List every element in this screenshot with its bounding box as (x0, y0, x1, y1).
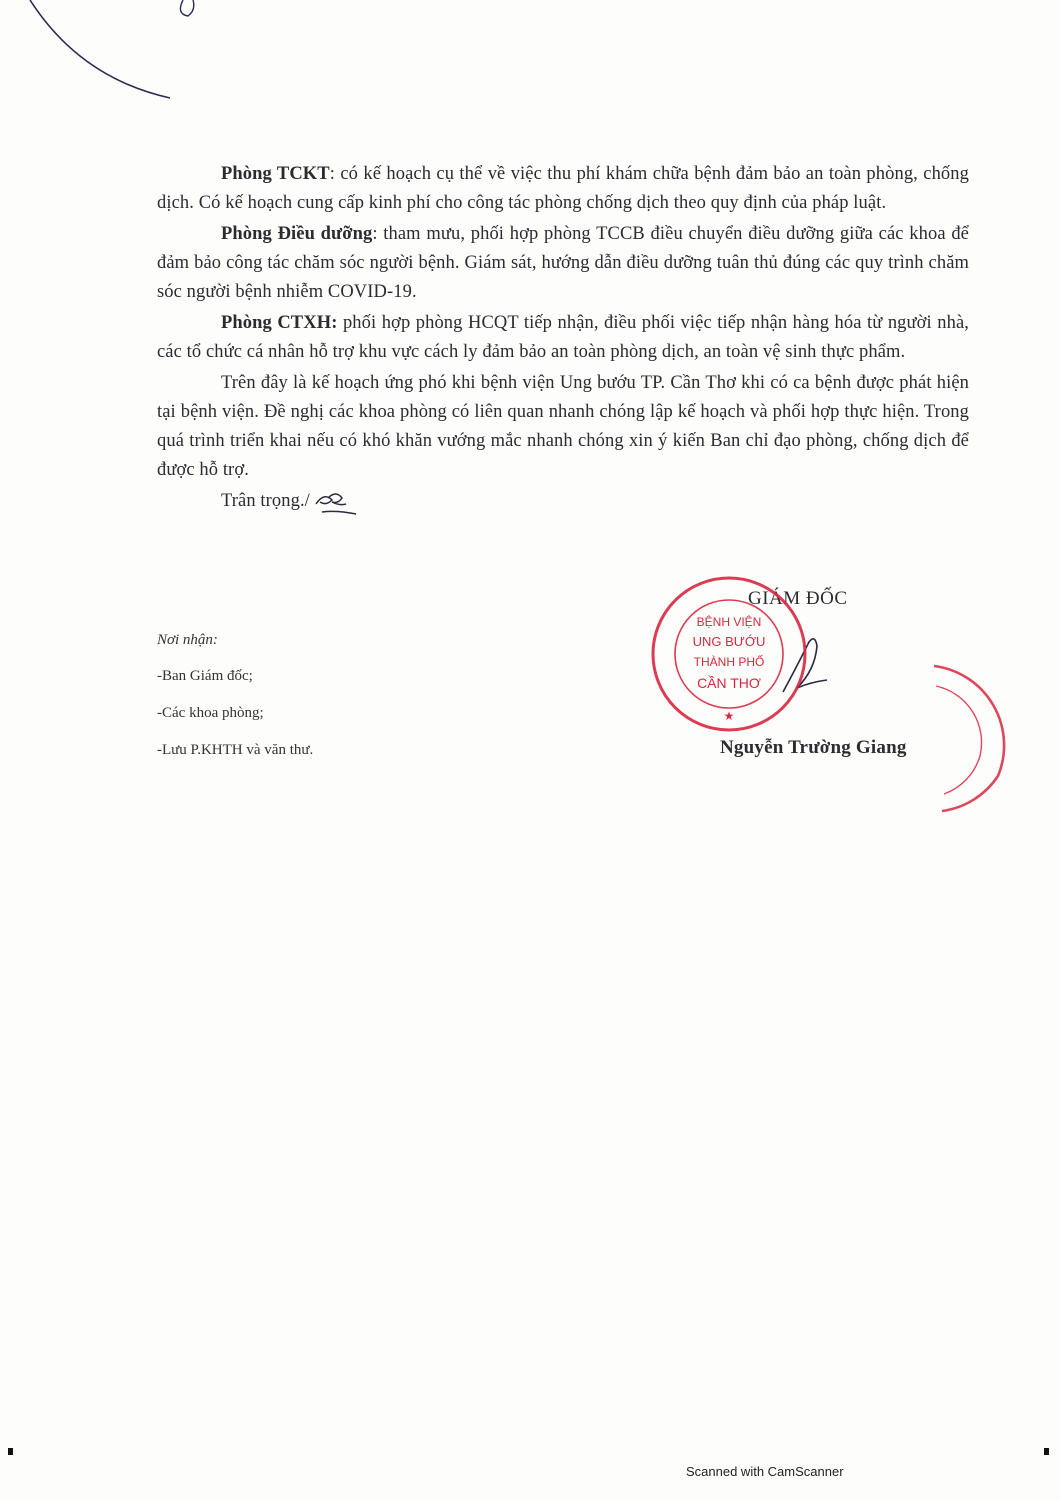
paragraph-text: : tham mưu, phối hợp phòng TCCB điều chuyển điều dưỡng giữa các khoa để đảm bảo công tác chăm sóc người bệnh. Giám sát, hướng dẫn điều dưỡng tuân thủ đúng các quy trình chăm sóc người bệnh nhiễm COVID-19. (157, 224, 969, 302)
stamp-text-line: BỆNH VIỆN (696, 615, 762, 629)
stamp-text-line: THÀNH PHỐ (693, 655, 765, 669)
scanner-watermark: Scanned with CamScanner (686, 1464, 844, 1479)
recipients-block (157, 632, 313, 779)
closing-text: Trân trọng./ (221, 491, 310, 511)
paragraph-text: phối hợp phòng HCQT tiếp nhận, điều phối việc tiếp nhận hàng hóa từ người nhà, các tổ chức cá nhân hỗ trợ khu vực cách ly đảm bảo an toàn phòng dịch, an toàn vệ sinh thực phẩm. (157, 313, 969, 362)
paragraph-text: Trên đây là kế hoạch ứng phó khi bệnh viện Ung bướu TP. Cần Thơ khi có ca bệnh được phát hiện tại bệnh viện. Đề nghị các khoa phòng có liên quan nhanh chóng lập kế hoạch và phối hợp thực hiện. Trong quá trình triển khai nếu có khó khăn vướng mắc nhanh chóng xin ý kiến Ban chỉ đạo phòng, chống dịch để được hỗ trợ. (157, 373, 969, 480)
paragraph-dieu-duong (157, 220, 969, 307)
svg-text:★: ★ (723, 709, 735, 723)
signatory-name: Nguyễn Trường Giang (720, 737, 907, 758)
stamp-text-line: CẦN THƠ (697, 675, 761, 691)
recipient-item: -Các khoa phòng; (157, 705, 264, 721)
recipients-title: Nơi nhận: (157, 632, 218, 648)
scan-corner-mark (1044, 1448, 1049, 1455)
paragraph-ctxh (157, 309, 969, 367)
paragraph-summary (157, 369, 969, 485)
recipient-item: -Ban Giám đốc; (157, 668, 253, 684)
stamp-text-line: UNG BƯỚU (692, 634, 766, 649)
paragraph-text: : có kế hoạch cụ thể về việc thu phí khám chữa bệnh đảm bảo an toàn phòng, chống dịch. Có kế hoạch cung cấp kinh phí cho công tác phòng chống dịch theo quy định của pháp luật. (157, 164, 969, 213)
closing-line (157, 487, 969, 516)
paragraph-lead: Phòng CTXH: (221, 313, 338, 333)
paragraph-lead: Phòng TCKT (221, 164, 330, 184)
paragraph-lead: Phòng Điều dưỡng (221, 224, 373, 244)
paragraph-tckt (157, 160, 969, 218)
document-body (157, 160, 969, 518)
scan-edge-mark (0, 0, 240, 120)
secondary-seal-stamp (922, 656, 1012, 816)
recipient-item: -Lưu P.KHTH và văn thư. (157, 742, 314, 758)
signatory-title: GIÁM ĐỐC (748, 588, 848, 609)
initials-signature (312, 488, 360, 516)
scan-corner-mark (8, 1448, 13, 1455)
official-seal-stamp (644, 574, 814, 734)
